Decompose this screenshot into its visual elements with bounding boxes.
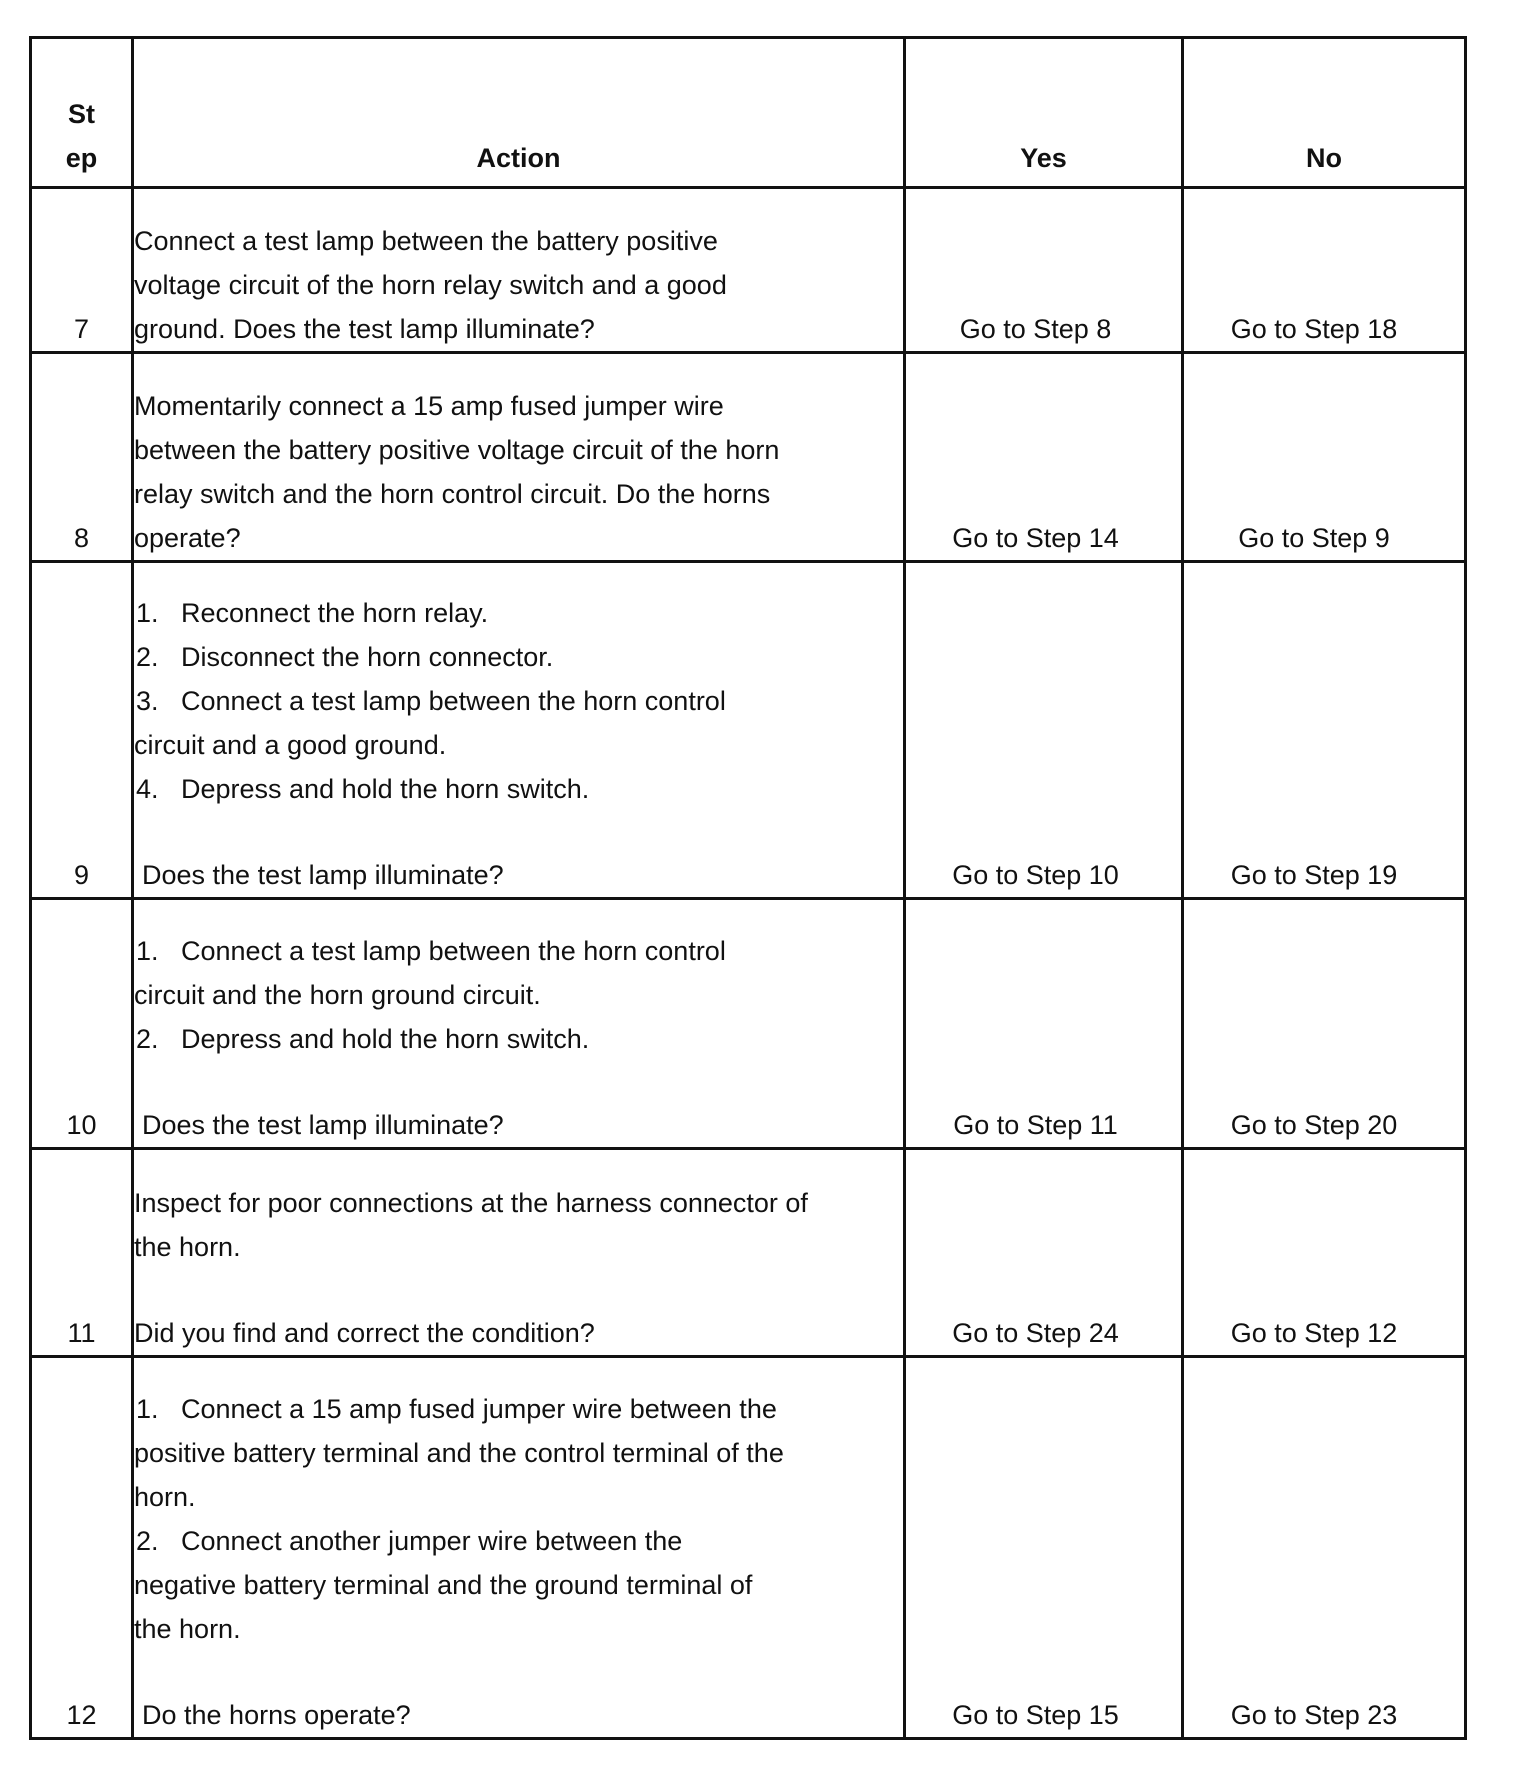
action-line: between the battery positive voltage circuit of the horn bbox=[134, 435, 780, 465]
action-line: Inspect for poor connections at the harness connector of bbox=[134, 1188, 808, 1218]
table-row bbox=[31, 899, 1466, 1149]
no-cell bbox=[1183, 1149, 1466, 1357]
step-number: 11 bbox=[31, 1149, 133, 1357]
list-number: 2. bbox=[136, 642, 159, 672]
yes-cell bbox=[905, 899, 1183, 1149]
no-cell bbox=[1183, 899, 1466, 1149]
yes-result: Go to Step 8 bbox=[959, 314, 1112, 344]
step-number: 10 bbox=[31, 899, 133, 1149]
spacer bbox=[134, 1061, 903, 1103]
list-continuation: the horn. bbox=[134, 1614, 241, 1644]
no-cell bbox=[1183, 353, 1466, 562]
list-item bbox=[134, 1519, 903, 1563]
yes-result: Go to Step 10 bbox=[952, 860, 1119, 890]
header-step bbox=[31, 38, 133, 188]
yes-cell bbox=[905, 188, 1183, 353]
action-cell bbox=[133, 1149, 905, 1357]
table-row bbox=[31, 188, 1466, 353]
action-cell bbox=[133, 899, 905, 1149]
step-number: 8 bbox=[31, 353, 133, 562]
list-continuation: negative battery terminal and the ground terminal of bbox=[134, 1570, 753, 1600]
header-row bbox=[31, 38, 1466, 188]
yes-result: Go to Step 11 bbox=[953, 1110, 1118, 1140]
no-cell bbox=[1183, 562, 1466, 899]
no-result: Go to Step 19 bbox=[1230, 860, 1398, 890]
table-row bbox=[31, 1357, 1466, 1739]
header-action: Action bbox=[133, 38, 905, 188]
list-number: 2. bbox=[136, 1526, 159, 1556]
yes-cell bbox=[905, 1149, 1183, 1357]
spacer bbox=[134, 1269, 903, 1311]
step-number: 12 bbox=[31, 1357, 133, 1739]
list-text: Disconnect the horn connector. bbox=[181, 642, 554, 672]
yes-cell bbox=[905, 562, 1183, 899]
no-result: Go to Step 23 bbox=[1230, 1700, 1398, 1730]
yes-cell bbox=[905, 1357, 1183, 1739]
no-cell bbox=[1183, 188, 1466, 353]
no-result: Go to Step 9 bbox=[1238, 523, 1390, 553]
list-text: Connect another jumper wire between the bbox=[181, 1526, 683, 1556]
diagnostic-table bbox=[29, 36, 1467, 1740]
list-item bbox=[134, 635, 903, 679]
spacer bbox=[134, 1651, 903, 1693]
table-row bbox=[31, 1149, 1466, 1357]
list-number: 1. bbox=[136, 936, 159, 966]
step-number: 7 bbox=[31, 188, 133, 353]
table-row bbox=[31, 562, 1466, 899]
no-result: Go to Step 18 bbox=[1230, 314, 1398, 344]
question-text: Did you find and correct the condition? bbox=[134, 1318, 595, 1348]
action-line: operate? bbox=[134, 523, 241, 553]
list-number: 3. bbox=[136, 686, 159, 716]
action-line: relay switch and the horn control circuit. Do the horns bbox=[134, 479, 771, 509]
list-number: 4. bbox=[136, 774, 159, 804]
yes-result: Go to Step 24 bbox=[952, 1318, 1119, 1348]
list-continuation: positive battery terminal and the control terminal of the bbox=[134, 1438, 784, 1468]
list-number: 1. bbox=[136, 1394, 159, 1424]
yes-result: Go to Step 14 bbox=[952, 523, 1119, 553]
header-step-line-2: ep bbox=[65, 143, 98, 173]
list-item bbox=[134, 591, 903, 635]
step-number: 9 bbox=[31, 562, 133, 899]
action-line: the horn. bbox=[134, 1232, 241, 1262]
list-item bbox=[134, 929, 903, 973]
list-item bbox=[134, 1017, 903, 1061]
action-cell bbox=[133, 188, 905, 353]
list-text: Depress and hold the horn switch. bbox=[181, 1024, 590, 1054]
table-row bbox=[31, 353, 1466, 562]
list-number: 1. bbox=[136, 598, 159, 628]
no-cell bbox=[1183, 1357, 1466, 1739]
header-step-line-1: St bbox=[68, 99, 95, 129]
no-result: Go to Step 12 bbox=[1230, 1318, 1398, 1348]
list-item bbox=[134, 767, 903, 811]
list-text: Connect a 15 amp fused jumper wire between the bbox=[181, 1394, 777, 1424]
question-text: Does the test lamp illuminate? bbox=[142, 860, 504, 890]
header-yes: Yes bbox=[905, 38, 1183, 188]
header-no: No bbox=[1183, 38, 1466, 188]
action-cell bbox=[133, 353, 905, 562]
list-text: Depress and hold the horn switch. bbox=[181, 774, 590, 804]
list-continuation: horn. bbox=[134, 1482, 196, 1512]
spacer bbox=[134, 811, 903, 853]
action-cell bbox=[133, 1357, 905, 1739]
yes-result: Go to Step 15 bbox=[952, 1700, 1119, 1730]
yes-cell bbox=[905, 353, 1183, 562]
list-text: Connect a test lamp between the horn control bbox=[181, 686, 726, 716]
list-text: Reconnect the horn relay. bbox=[181, 598, 489, 628]
action-line: voltage circuit of the horn relay switch and a good bbox=[134, 270, 727, 300]
list-number: 2. bbox=[136, 1024, 159, 1054]
list-text: Connect a test lamp between the horn control bbox=[181, 936, 726, 966]
no-result: Go to Step 20 bbox=[1230, 1110, 1398, 1140]
list-item bbox=[134, 679, 903, 723]
action-cell bbox=[133, 562, 905, 899]
question-text: Do the horns operate? bbox=[142, 1700, 411, 1730]
question-text: Does the test lamp illuminate? bbox=[142, 1110, 504, 1140]
list-continuation: circuit and the horn ground circuit. bbox=[134, 980, 541, 1010]
list-continuation: circuit and a good ground. bbox=[134, 730, 447, 760]
list-item bbox=[134, 1387, 903, 1431]
action-line: Momentarily connect a 15 amp fused jumper wire bbox=[134, 391, 724, 421]
action-line: ground. Does the test lamp illuminate? bbox=[134, 314, 595, 344]
action-line: Connect a test lamp between the battery positive bbox=[134, 226, 718, 256]
